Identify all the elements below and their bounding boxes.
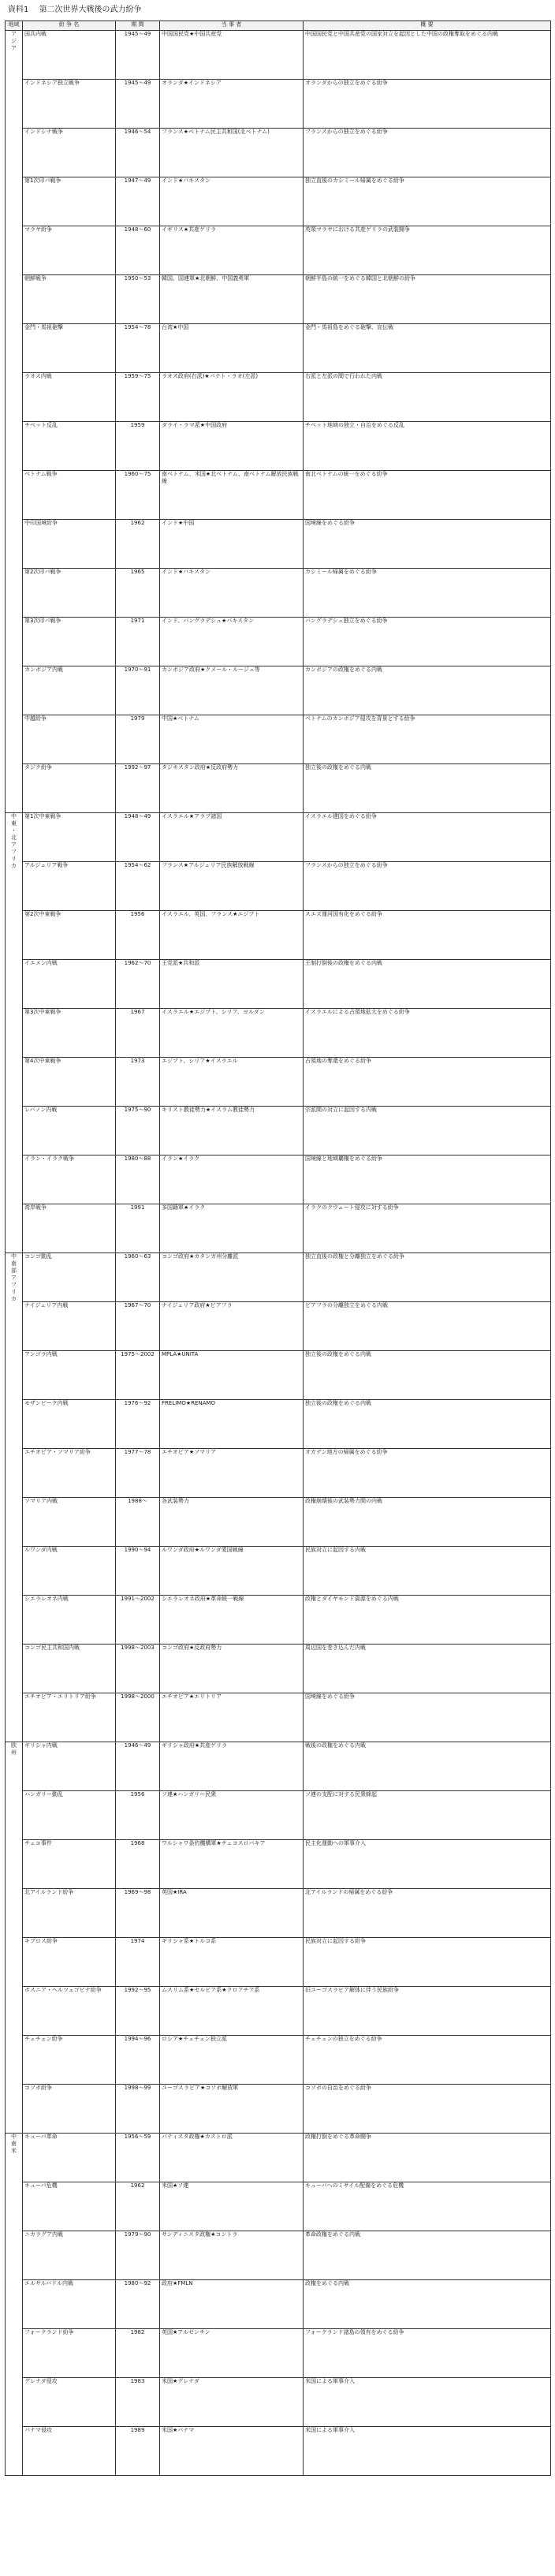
conflict-summary: ベトナムのカンボジア侵攻を背景とする紛争 (304, 715, 551, 764)
conflict-period: 1982 (116, 2329, 160, 2378)
conflict-parties: イラン★イラク (160, 1155, 304, 1204)
conflict-name: ハンガリー動乱 (23, 1791, 116, 1840)
conflict-name: 中印国境紛争 (23, 520, 116, 569)
conflict-summary: 王制打倒後の政権をめぐる内戦 (304, 960, 551, 1009)
conflict-name: カンボジア内戦 (23, 666, 116, 715)
table-row (6, 1791, 551, 1840)
conflict-summary: 朝鮮半島の統一をめぐる韓国と北朝鮮の紛争 (304, 275, 551, 324)
conflict-period: 1998〜2003 (116, 1645, 160, 1693)
conflict-period: 1992〜95 (116, 1987, 160, 2036)
table-row (6, 1742, 551, 1791)
header-summary: 概 要 (304, 21, 551, 31)
conflict-name: チェチェン紛争 (23, 2036, 116, 2085)
conflict-parties: 多国籍軍★イラク (160, 1204, 304, 1253)
conflict-name: ボスニア・ヘルツェゴビナ紛争 (23, 1987, 116, 2036)
conflict-period: 1990〜94 (116, 1547, 160, 1596)
conflict-name: キューバ危機 (23, 2182, 116, 2231)
table-body (6, 31, 551, 2476)
conflict-period: 1975〜90 (116, 1107, 160, 1155)
table-row (6, 1693, 551, 1742)
table-row (6, 226, 551, 275)
conflict-parties: バティスタ政権★カストロ派 (160, 2134, 304, 2182)
conflict-name: 国共内戦 (23, 31, 116, 80)
conflict-parties: ナイジェリア政府★ビアフラ (160, 1302, 304, 1351)
conflict-name: 第2次印パ戦争 (23, 569, 116, 618)
conflict-period: 1959〜75 (116, 373, 160, 422)
conflict-summary: 右派と左派の間で行われた内戦 (304, 373, 551, 422)
conflict-period: 1998〜99 (116, 2085, 160, 2134)
conflict-summary: イスラエル建国をめぐる紛争 (304, 813, 551, 862)
conflict-summary: フランスからの独立をめぐる紛争 (304, 129, 551, 177)
conflict-parties: 英国★IRA (160, 1889, 304, 1938)
conflict-name: ルワンダ内戦 (23, 1547, 116, 1596)
conflict-period: 1994〜96 (116, 2036, 160, 2085)
table-row (6, 1058, 551, 1107)
conflict-parties: ユーゴスラビア★コソボ解放軍 (160, 2085, 304, 2134)
conflict-summary: バングラデシュ独立をめぐる紛争 (304, 618, 551, 666)
table-row (6, 2182, 551, 2231)
conflict-summary: 宗派間の対立に起因する内戦 (304, 1107, 551, 1155)
conflict-period: 1983 (116, 2378, 160, 2427)
table-row (6, 2378, 551, 2427)
conflict-summary: 国境線をめぐる紛争 (304, 1693, 551, 1742)
table-row (6, 2134, 551, 2182)
table-row (6, 1009, 551, 1058)
conflict-summary: 周辺国を巻き込んだ内戦 (304, 1645, 551, 1693)
conflict-parties: コンゴ政府★反政府勢力 (160, 1645, 304, 1693)
conflict-parties: エチオピア★ソマリア (160, 1449, 304, 1498)
conflict-name: インドネシア独立戦争 (23, 80, 116, 129)
conflict-parties: カンボジア政府★クメール・ルージュ等 (160, 666, 304, 715)
conflict-name: ベトナム戦争 (23, 471, 116, 520)
conflict-period: 1956〜59 (116, 2134, 160, 2182)
table-row (6, 1302, 551, 1351)
conflict-parties: サンディニスタ政権★コントラ (160, 2231, 304, 2280)
conflict-parties: 英国★アルゼンチン (160, 2329, 304, 2378)
conflict-parties: イスラエル★アラブ諸国 (160, 813, 304, 862)
conflict-summary: 独立直後のカシミール帰属をめぐる紛争 (304, 177, 551, 226)
conflict-period: 1960〜75 (116, 471, 160, 520)
conflict-name: シエラレオネ内戦 (23, 1596, 116, 1645)
conflict-summary: 政権をめぐる内戦 (304, 2280, 551, 2329)
conflict-parties: 中国★ベトナム (160, 715, 304, 764)
conflict-summary: 米国による軍事介入 (304, 2378, 551, 2427)
conflict-period: 1954〜62 (116, 862, 160, 911)
table-row (6, 129, 551, 177)
region-label: ア ジ ア (6, 31, 23, 813)
document-title (8, 3, 550, 17)
conflict-parties: イスラエル、英国、フランス★エジプト (160, 911, 304, 960)
table-row (6, 1400, 551, 1449)
table-header-row (6, 21, 551, 31)
conflict-period: 1988〜 (116, 1498, 160, 1547)
conflict-period: 1956 (116, 1791, 160, 1840)
conflict-summary: 独立直後の政権と分離独立をめぐる紛争 (304, 1253, 551, 1302)
table-row (6, 1351, 551, 1400)
conflict-name: イエメン内戦 (23, 960, 116, 1009)
conflict-period: 1945〜49 (116, 31, 160, 80)
table-row (6, 373, 551, 422)
conflict-parties: タジキスタン政府★反政府勢力 (160, 764, 304, 813)
conflict-name: 第3次印パ戦争 (23, 618, 116, 666)
conflict-period: 1967〜70 (116, 1302, 160, 1351)
table-row (6, 80, 551, 129)
table-row (6, 2085, 551, 2134)
conflict-summary: 金門・馬祖島をめぐる砲撃、宣伝戦 (304, 324, 551, 373)
conflict-period: 1979〜90 (116, 2231, 160, 2280)
conflict-parties: ルワンダ政府★ルワンダ愛国戦線 (160, 1547, 304, 1596)
conflict-parties: FRELIMO★RENAMO (160, 1400, 304, 1449)
conflict-parties: インド★中国 (160, 520, 304, 569)
table-row (6, 1204, 551, 1253)
conflict-name: レバノン内戦 (23, 1107, 116, 1155)
conflict-summary: 国境線をめぐる紛争 (304, 520, 551, 569)
document-title-text: 第二次世界大戦後の武力紛争 (39, 6, 142, 14)
conflict-parties: キリスト教徒勢力★イスラム教徒勢力 (160, 1107, 304, 1155)
conflict-period: 1980〜88 (116, 1155, 160, 1204)
conflict-name: エチオピア・ソマリア紛争 (23, 1449, 116, 1498)
table-row (6, 1107, 551, 1155)
conflict-summary: フォークランド諸島の領有をめぐる紛争 (304, 2329, 551, 2378)
conflict-period: 1973 (116, 1058, 160, 1107)
table-row (6, 1840, 551, 1889)
header-parties: 当 事 者 (160, 21, 304, 31)
conflict-name: 第3次中東戦争 (23, 1009, 116, 1058)
conflict-period: 1962 (116, 2182, 160, 2231)
conflict-summary: 英領マラヤにおける共産ゲリラの武装闘争 (304, 226, 551, 275)
conflict-summary: フランスからの独立をめぐる紛争 (304, 862, 551, 911)
conflict-summary: カンボジアの政権をめぐる内戦 (304, 666, 551, 715)
conflict-period: 1950〜53 (116, 275, 160, 324)
conflict-name: エチオピア・エリトリア紛争 (23, 1693, 116, 1742)
conflict-name: タジク紛争 (23, 764, 116, 813)
table-row (6, 911, 551, 960)
conflict-summary: ビアフラの分離独立をめぐる内戦 (304, 1302, 551, 1351)
table-row (6, 715, 551, 764)
conflict-period: 1968 (116, 1840, 160, 1889)
conflict-summary: 独立後の政権をめぐる内戦 (304, 764, 551, 813)
conflict-name: ニカラグア内戦 (23, 2231, 116, 2280)
conflict-period: 1979 (116, 715, 160, 764)
conflict-parties: 政府★FMLN (160, 2280, 304, 2329)
conflict-period: 1992〜97 (116, 764, 160, 813)
table-row (6, 618, 551, 666)
table-row (6, 2036, 551, 2085)
conflict-period: 1965 (116, 569, 160, 618)
conflict-period: 1991 (116, 1204, 160, 1253)
conflict-summary: チェチェンの独立をめぐる紛争 (304, 2036, 551, 2085)
conflict-period: 1946〜54 (116, 129, 160, 177)
conflict-summary: 民主化運動への軍事介入 (304, 1840, 551, 1889)
conflict-period: 1962 (116, 520, 160, 569)
region-label: 欧 州 (6, 1742, 23, 2134)
conflict-period: 1948〜49 (116, 813, 160, 862)
conflict-period: 1954〜78 (116, 324, 160, 373)
conflict-parties: フランス★アルジェリア民族解放戦線 (160, 862, 304, 911)
conflict-parties: ラオス政府(右派)★パテト・ラオ(左派) (160, 373, 304, 422)
conflict-name: チェコ事件 (23, 1840, 116, 1889)
conflict-parties: ダライ・ラマ派★中国政府 (160, 422, 304, 471)
region-label: 中 東 ・ 北 ア フ リ カ (6, 813, 23, 1253)
conflict-name: アンゴラ内戦 (23, 1351, 116, 1400)
table-row (6, 520, 551, 569)
conflict-name: アルジェリア戦争 (23, 862, 116, 911)
conflict-period: 1959 (116, 422, 160, 471)
conflict-name: 朝鮮戦争 (23, 275, 116, 324)
table-row (6, 960, 551, 1009)
region-label: 中 南 部 ア フ リ カ (6, 1253, 23, 1742)
conflict-summary: カシミール帰属をめぐる紛争 (304, 569, 551, 618)
conflict-parties: フランス★ベトナム民主共和国(北ベトナム) (160, 129, 304, 177)
table-row (6, 1889, 551, 1938)
conflict-period: 1974 (116, 1938, 160, 1987)
conflict-summary: 国境線と地域覇権をめぐる紛争 (304, 1155, 551, 1204)
conflict-name: ソマリア内戦 (23, 1498, 116, 1547)
conflict-name: コンゴ動乱 (23, 1253, 116, 1302)
conflict-period: 1969〜98 (116, 1889, 160, 1938)
conflict-summary: 政権とダイヤモンド資源をめぐる内戦 (304, 1596, 551, 1645)
conflict-period: 1998〜2000 (116, 1693, 160, 1742)
conflict-parties: MPLA★UNITA (160, 1351, 304, 1400)
conflict-summary: 旧ユーゴスラビア解体に伴う民族紛争 (304, 1987, 551, 2036)
conflict-name: フォークランド紛争 (23, 2329, 116, 2378)
conflict-period: 1947〜49 (116, 177, 160, 226)
conflict-summary: 独立後の政権をめぐる内戦 (304, 1400, 551, 1449)
conflict-summary: オガデン地方の帰属をめぐる紛争 (304, 1449, 551, 1498)
table-row (6, 1155, 551, 1204)
conflict-summary: イスラエルによる占領地拡大をめぐる紛争 (304, 1009, 551, 1058)
table-row (6, 813, 551, 862)
conflict-name: キプロス紛争 (23, 1938, 116, 1987)
table-row (6, 422, 551, 471)
conflict-name: ラオス内戦 (23, 373, 116, 422)
conflict-parties: オランダ★インドネシア (160, 80, 304, 129)
conflict-parties: ワルシャワ条約機構軍★チェコスロバキア (160, 1840, 304, 1889)
conflict-parties: 王党派★共和派 (160, 960, 304, 1009)
conflict-summary: 中国国民党と中国共産党の国家対立を起因とした中国の政権奪取をめぐる内戦 (304, 31, 551, 80)
table-row (6, 177, 551, 226)
table-row (6, 1596, 551, 1645)
conflict-name: コソボ紛争 (23, 2085, 116, 2134)
conflict-name: エルサルバドル内戦 (23, 2280, 116, 2329)
conflict-name: インドシナ戦争 (23, 129, 116, 177)
conflict-summary: 革命政権をめぐる内戦 (304, 2231, 551, 2280)
conflict-parties: 各武装勢力 (160, 1498, 304, 1547)
conflict-period: 1945〜49 (116, 80, 160, 129)
conflict-parties: インド、バングラデシュ★パキスタン (160, 618, 304, 666)
table-row (6, 31, 551, 80)
conflict-parties: インド★パキスタン (160, 569, 304, 618)
conflict-summary: オランダからの独立をめぐる紛争 (304, 80, 551, 129)
conflict-summary: 政権崩壊後の武装勢力間の内戦 (304, 1498, 551, 1547)
table-row (6, 1938, 551, 1987)
table-row (6, 2280, 551, 2329)
region-label: 中 南 米 (6, 2134, 23, 2476)
conflict-parties: イスラエル★エジプト、シリア、ヨルダン (160, 1009, 304, 1058)
table-row (6, 666, 551, 715)
conflict-period: 1970〜91 (116, 666, 160, 715)
table-row (6, 2427, 551, 2476)
table-row (6, 324, 551, 373)
conflict-summary: ソ連の支配に対する民衆蜂起 (304, 1791, 551, 1840)
conflict-summary: 占領地の奪還をめぐる紛争 (304, 1058, 551, 1107)
conflict-parties: ギリシャ系★トルコ系 (160, 1938, 304, 1987)
document-label: 資料1 (8, 6, 29, 14)
conflict-parties: コンゴ政府★カタンガ州分離派 (160, 1253, 304, 1302)
conflict-summary: 南北ベトナムの統一をめぐる紛争 (304, 471, 551, 520)
conflict-name: 北アイルランド紛争 (23, 1889, 116, 1938)
table-row (6, 569, 551, 618)
conflict-name: モザンビーク内戦 (23, 1400, 116, 1449)
conflict-summary: 米国による軍事介入 (304, 2427, 551, 2476)
conflicts-table (5, 21, 551, 2476)
conflict-summary: コソボの自治をめぐる紛争 (304, 2085, 551, 2134)
conflict-summary: キューバへのミサイル配備をめぐる危機 (304, 2182, 551, 2231)
conflict-period: 1962〜70 (116, 960, 160, 1009)
conflict-parties: エジプト、シリア★イスラエル (160, 1058, 304, 1107)
conflict-parties: ムスリム系★セルビア系★クロアチア系 (160, 1987, 304, 2036)
conflict-name: 金門・馬祖砲撃 (23, 324, 116, 373)
conflict-period: 1977〜78 (116, 1449, 160, 1498)
conflict-name: 第1次印パ戦争 (23, 177, 116, 226)
conflict-parties: 米国★ソ連 (160, 2182, 304, 2231)
header-name: 紛 争 名 (23, 21, 116, 31)
conflict-summary: 政権打倒をめぐる革命闘争 (304, 2134, 551, 2182)
conflict-name: 湾岸戦争 (23, 1204, 116, 1253)
conflict-name: チベット反乱 (23, 422, 116, 471)
conflict-name: ギリシャ内戦 (23, 1742, 116, 1791)
table-row (6, 2329, 551, 2378)
header-period: 期 間 (116, 21, 160, 31)
table-row (6, 471, 551, 520)
conflict-name: 第1次中東戦争 (23, 813, 116, 862)
conflict-name: イラン・イラク戦争 (23, 1155, 116, 1204)
table-row (6, 1253, 551, 1302)
table-row (6, 1987, 551, 2036)
table-row (6, 1449, 551, 1498)
conflict-period: 1976〜92 (116, 1400, 160, 1449)
conflict-parties: ロシア★チェチェン独立派 (160, 2036, 304, 2085)
conflict-parties: ギリシャ政府★共産ゲリラ (160, 1742, 304, 1791)
conflict-parties: インド★パキスタン (160, 177, 304, 226)
conflict-summary: スエズ運河国有化をめぐる紛争 (304, 911, 551, 960)
conflict-summary: 北アイルランドの帰属をめぐる紛争 (304, 1889, 551, 1938)
conflict-period: 1975〜2002 (116, 1351, 160, 1400)
conflict-name: 第2次中東戦争 (23, 911, 116, 960)
conflict-period: 1971 (116, 618, 160, 666)
conflict-parties: 南ベトナム、米国★北ベトナム、南ベトナム解放民族戦線 (160, 471, 304, 520)
conflict-name: コンゴ民主共和国内戦 (23, 1645, 116, 1693)
conflict-period: 1956 (116, 911, 160, 960)
conflict-period: 1946〜49 (116, 1742, 160, 1791)
table-row (6, 764, 551, 813)
table-row (6, 862, 551, 911)
conflict-period: 1991〜2002 (116, 1596, 160, 1645)
conflict-period: 1967 (116, 1009, 160, 1058)
conflict-summary: チベット地域の独立・自治をめぐる反乱 (304, 422, 551, 471)
header-region: 地域 (6, 21, 23, 31)
table-row (6, 275, 551, 324)
conflict-summary: 民族対立に起因する紛争 (304, 1938, 551, 1987)
conflict-summary: 独立後の政権をめぐる内戦 (304, 1351, 551, 1400)
conflict-summary: 民族対立に起因する内戦 (304, 1547, 551, 1596)
conflict-period: 1960〜63 (116, 1253, 160, 1302)
conflict-period: 1980〜92 (116, 2280, 160, 2329)
conflict-parties: 韓国、国連軍★北朝鮮、中国義勇軍 (160, 275, 304, 324)
conflict-name: グレナダ侵攻 (23, 2378, 116, 2427)
conflict-parties: 米国★パナマ (160, 2427, 304, 2476)
table-row (6, 1547, 551, 1596)
conflict-name: 中越紛争 (23, 715, 116, 764)
conflict-summary: 戦後の政権をめぐる内戦 (304, 1742, 551, 1791)
table-row (6, 1498, 551, 1547)
conflict-parties: イギリス★共産ゲリラ (160, 226, 304, 275)
conflict-name: マラヤ紛争 (23, 226, 116, 275)
conflict-parties: 台湾★中国 (160, 324, 304, 373)
conflict-summary: イラクのクウェート侵攻に対する紛争 (304, 1204, 551, 1253)
conflict-name: ナイジェリア内戦 (23, 1302, 116, 1351)
conflict-parties: エチオピア★エリトリア (160, 1693, 304, 1742)
conflict-period: 1948〜60 (116, 226, 160, 275)
conflict-parties: ソ連★ハンガリー民衆 (160, 1791, 304, 1840)
conflict-parties: 中国国民党★中国共産党 (160, 31, 304, 80)
document-page (5, 3, 550, 2476)
table-row (6, 2231, 551, 2280)
conflict-name: 第4次中東戦争 (23, 1058, 116, 1107)
conflict-parties: 米国★グレナダ (160, 2378, 304, 2427)
conflict-parties: シエラレオネ政府★革命統一戦線 (160, 1596, 304, 1645)
conflict-period: 1989 (116, 2427, 160, 2476)
table-row (6, 1645, 551, 1693)
conflict-name: パナマ侵攻 (23, 2427, 116, 2476)
conflict-name: キューバ革命 (23, 2134, 116, 2182)
